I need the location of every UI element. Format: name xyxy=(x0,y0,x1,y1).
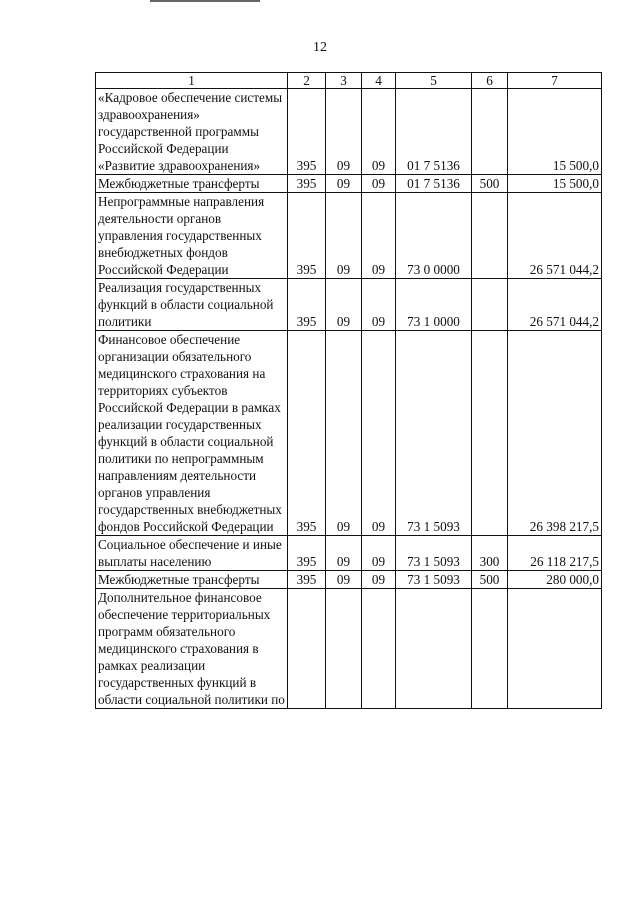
cell-pr: 09 xyxy=(362,175,396,193)
cell-pr: 09 xyxy=(362,331,396,536)
column-header: 7 xyxy=(508,73,602,89)
column-header: 1 xyxy=(96,73,288,89)
table-row xyxy=(96,571,602,589)
cell-sum: 26 571 044,2 xyxy=(508,279,602,331)
cell-vr xyxy=(472,331,508,536)
table-row xyxy=(96,175,602,193)
row-name: Непрограммные направления деятельности органов управления государственных внебюджетных фондов Российской Федерации xyxy=(96,193,288,279)
top-edge-mark xyxy=(150,0,260,2)
cell-csr: 73 1 5093 xyxy=(396,331,472,536)
cell-rz: 09 xyxy=(326,536,362,571)
cell-gr: 395 xyxy=(288,193,326,279)
row-name: Дополнительное финансовое обеспечение территориальных программ обязательного медицинского страхования в рамках реализации государственных функций в области социальной политики по xyxy=(96,589,288,709)
cell-gr: 395 xyxy=(288,279,326,331)
column-header: 5 xyxy=(396,73,472,89)
cell-sum: 26 571 044,2 xyxy=(508,193,602,279)
row-name: Межбюджетные трансферты xyxy=(96,175,288,193)
cell-gr: 395 xyxy=(288,89,326,175)
cell-rz: 09 xyxy=(326,571,362,589)
cell-rz xyxy=(326,589,362,709)
cell-vr xyxy=(472,279,508,331)
table-row xyxy=(96,89,602,175)
cell-pr: 09 xyxy=(362,89,396,175)
cell-pr xyxy=(362,589,396,709)
cell-vr: 500 xyxy=(472,175,508,193)
cell-gr xyxy=(288,589,326,709)
cell-vr xyxy=(472,89,508,175)
cell-csr: 73 1 5093 xyxy=(396,571,472,589)
row-name: Финансовое обеспечение организации обязательного медицинского страхования на территориях субъектов Российской Федерации в рамках реализации государственных функций в области социальной политики по непрограммным направлениям деятельности органов управления государственных внебюджетных фондов Российской Федерации xyxy=(96,331,288,536)
budget-table xyxy=(95,72,602,709)
table-row xyxy=(96,193,602,279)
cell-csr xyxy=(396,589,472,709)
cell-csr: 73 1 5093 xyxy=(396,536,472,571)
cell-vr xyxy=(472,589,508,709)
table-row xyxy=(96,536,602,571)
cell-rz: 09 xyxy=(326,89,362,175)
table-row xyxy=(96,331,602,536)
cell-gr: 395 xyxy=(288,571,326,589)
cell-vr: 500 xyxy=(472,571,508,589)
cell-csr: 73 1 0000 xyxy=(396,279,472,331)
cell-sum: 280 000,0 xyxy=(508,571,602,589)
cell-rz: 09 xyxy=(326,175,362,193)
cell-rz: 09 xyxy=(326,331,362,536)
column-header: 6 xyxy=(472,73,508,89)
table-header-row xyxy=(96,73,602,89)
cell-sum: 26 118 217,5 xyxy=(508,536,602,571)
table-row xyxy=(96,279,602,331)
cell-csr: 01 7 5136 xyxy=(396,89,472,175)
column-header: 2 xyxy=(288,73,326,89)
cell-pr: 09 xyxy=(362,279,396,331)
cell-gr: 395 xyxy=(288,331,326,536)
cell-pr: 09 xyxy=(362,193,396,279)
column-header: 3 xyxy=(326,73,362,89)
cell-vr xyxy=(472,193,508,279)
row-name: Реализация государственных функций в области социальной политики xyxy=(96,279,288,331)
row-name: Межбюджетные трансферты xyxy=(96,571,288,589)
cell-rz: 09 xyxy=(326,279,362,331)
row-name: «Кадровое обеспечение системы здравоохранения» государственной программы Российской Федерации «Развитие здравоохранения» xyxy=(96,89,288,175)
cell-pr: 09 xyxy=(362,571,396,589)
table-row xyxy=(96,589,602,709)
row-name: Социальное обеспечение и иные выплаты населению xyxy=(96,536,288,571)
cell-sum: 26 398 217,5 xyxy=(508,331,602,536)
cell-vr: 300 xyxy=(472,536,508,571)
cell-sum: 15 500,0 xyxy=(508,175,602,193)
cell-csr: 01 7 5136 xyxy=(396,175,472,193)
cell-rz: 09 xyxy=(326,193,362,279)
page-number: 12 xyxy=(313,40,327,55)
column-header: 4 xyxy=(362,73,396,89)
cell-csr: 73 0 0000 xyxy=(396,193,472,279)
cell-sum: 15 500,0 xyxy=(508,89,602,175)
cell-gr: 395 xyxy=(288,536,326,571)
cell-gr: 395 xyxy=(288,175,326,193)
cell-sum xyxy=(508,589,602,709)
cell-pr: 09 xyxy=(362,536,396,571)
